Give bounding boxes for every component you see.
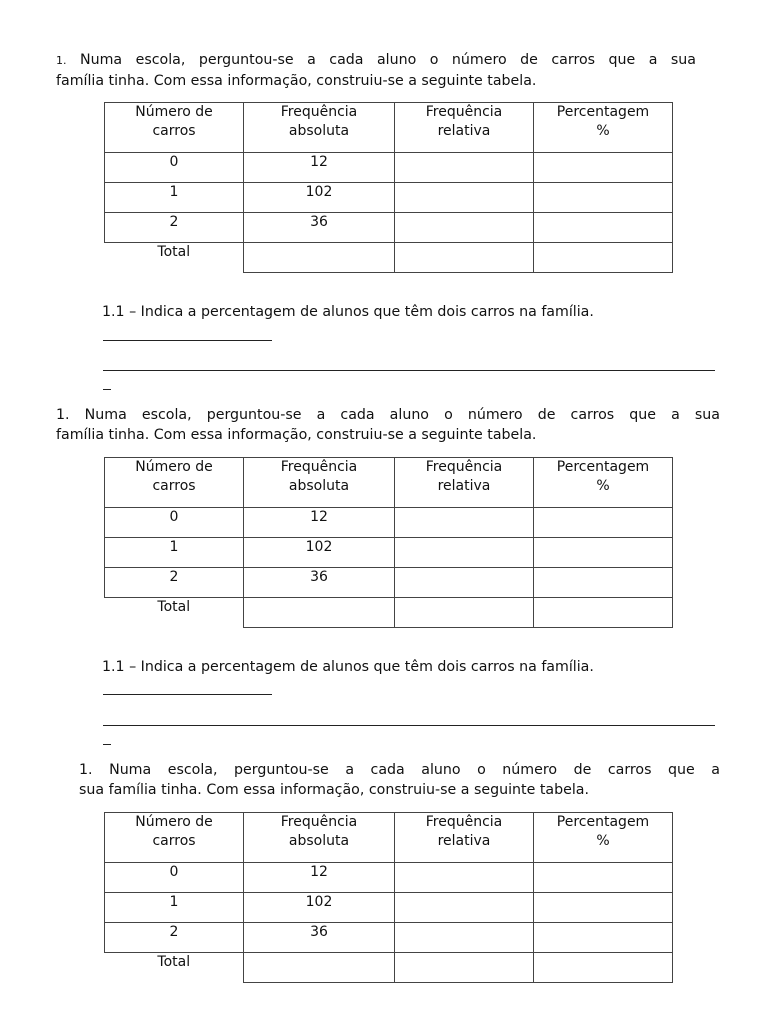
answer-line-dash [103,744,111,745]
table-row [105,213,673,243]
cell-relative-empty[interactable] [395,213,534,243]
cell-relative-empty[interactable] [395,893,534,923]
answer-line[interactable] [103,340,272,341]
exercise-2-intro-line1 [56,405,720,425]
header-number-of-cars: Número de carros [105,103,244,153]
header-number-of-cars: Número de carros [105,813,244,863]
exercise-2-intro [56,405,720,445]
cell-total-absolute-empty[interactable] [244,953,395,983]
table-row [105,568,673,598]
exercise-1-intro [56,50,696,91]
cell-percentage-empty[interactable] [534,213,673,243]
cell-total-percentage-empty[interactable] [534,243,673,273]
answer-line[interactable] [103,370,715,371]
exercise-number: 1. [79,762,93,778]
header-relative-frequency: Frequência relativa [395,458,534,508]
table-row [105,183,673,213]
header-absolute-frequency: Frequência absoluta [244,458,395,508]
cell-cars: 2 [105,568,244,598]
cell-total-absolute-empty[interactable] [244,598,395,628]
intro-text: Numa escola, perguntou-se a cada aluno o número de carros que a [109,762,720,778]
intro-text: Numa escola, perguntou-se a cada aluno o número de carros que a sua [80,52,696,68]
cell-cars: 1 [105,893,244,923]
table-row [105,153,673,183]
cell-relative-empty[interactable] [395,568,534,598]
cell-absolute: 102 [244,538,395,568]
cell-percentage-empty[interactable] [534,153,673,183]
cell-relative-empty[interactable] [395,863,534,893]
answer-line-dash [103,389,111,390]
cell-cars: 1 [105,183,244,213]
table-row [105,893,673,923]
total-label: Total [105,953,244,983]
header-relative-frequency: Frequência relativa [395,813,534,863]
exercise-1-intro-line1 [56,50,696,71]
cell-absolute: 12 [244,863,395,893]
table-row [105,508,673,538]
answer-line[interactable] [103,694,272,695]
cell-relative-empty[interactable] [395,508,534,538]
cell-absolute: 36 [244,213,395,243]
cell-percentage-empty[interactable] [534,568,673,598]
cell-cars: 0 [105,863,244,893]
cell-percentage-empty[interactable] [534,893,673,923]
cell-relative-empty[interactable] [395,183,534,213]
intro-text: Numa escola, perguntou-se a cada aluno o número de carros que a sua [84,407,720,423]
cell-cars: 2 [105,923,244,953]
frequency-table-3 [104,812,673,983]
table-total-row [105,243,673,273]
cell-total-relative-empty[interactable] [395,243,534,273]
cell-total-relative-empty[interactable] [395,953,534,983]
exercise-3-intro [79,760,720,800]
cell-cars: 2 [105,213,244,243]
cell-percentage-empty[interactable] [534,538,673,568]
cell-relative-empty[interactable] [395,538,534,568]
cell-percentage-empty[interactable] [534,508,673,538]
cell-absolute: 102 [244,893,395,923]
intro-text-line2: sua família tinha. Com essa informação, construiu-se a seguinte tabela. [79,782,589,798]
exercise-3-intro-line1 [79,760,720,780]
exercise-number: 1. [56,407,70,423]
answer-line[interactable] [103,725,715,726]
header-relative-frequency: Frequência relativa [395,103,534,153]
header-absolute-frequency: Frequência absoluta [244,813,395,863]
cell-total-percentage-empty[interactable] [534,953,673,983]
cell-percentage-empty[interactable] [534,923,673,953]
exercise-number: 1. [56,54,67,67]
question-1-1: 1.1 – Indica a percentagem de alunos que têm dois carros na família. [102,659,594,675]
cell-absolute: 36 [244,568,395,598]
cell-relative-empty[interactable] [395,923,534,953]
cell-relative-empty[interactable] [395,153,534,183]
table-row [105,863,673,893]
frequency-table-1 [104,102,673,273]
frequency-table-2 [104,457,673,628]
table-row [105,538,673,568]
intro-text-line2: família tinha. Com essa informação, construiu-se a seguinte tabela. [56,427,537,443]
table-header-row [105,813,673,863]
cell-absolute: 102 [244,183,395,213]
header-percentage: Percentagem % [534,458,673,508]
total-label: Total [105,243,244,273]
cell-percentage-empty[interactable] [534,183,673,213]
cell-total-relative-empty[interactable] [395,598,534,628]
cell-absolute: 12 [244,508,395,538]
table-row [105,923,673,953]
cell-absolute: 12 [244,153,395,183]
header-percentage: Percentagem % [534,103,673,153]
cell-cars: 0 [105,153,244,183]
cell-absolute: 36 [244,923,395,953]
cell-cars: 1 [105,538,244,568]
cell-total-absolute-empty[interactable] [244,243,395,273]
intro-text-line2: família tinha. Com essa informação, construiu-se a seguinte tabela. [56,73,537,89]
table-header-row [105,458,673,508]
total-label: Total [105,598,244,628]
question-1-1: 1.1 – Indica a percentagem de alunos que têm dois carros na família. [102,304,594,320]
table-total-row [105,953,673,983]
cell-cars: 0 [105,508,244,538]
cell-percentage-empty[interactable] [534,863,673,893]
header-absolute-frequency: Frequência absoluta [244,103,395,153]
header-percentage: Percentagem % [534,813,673,863]
cell-total-percentage-empty[interactable] [534,598,673,628]
table-total-row [105,598,673,628]
table-header-row [105,103,673,153]
header-number-of-cars: Número de carros [105,458,244,508]
